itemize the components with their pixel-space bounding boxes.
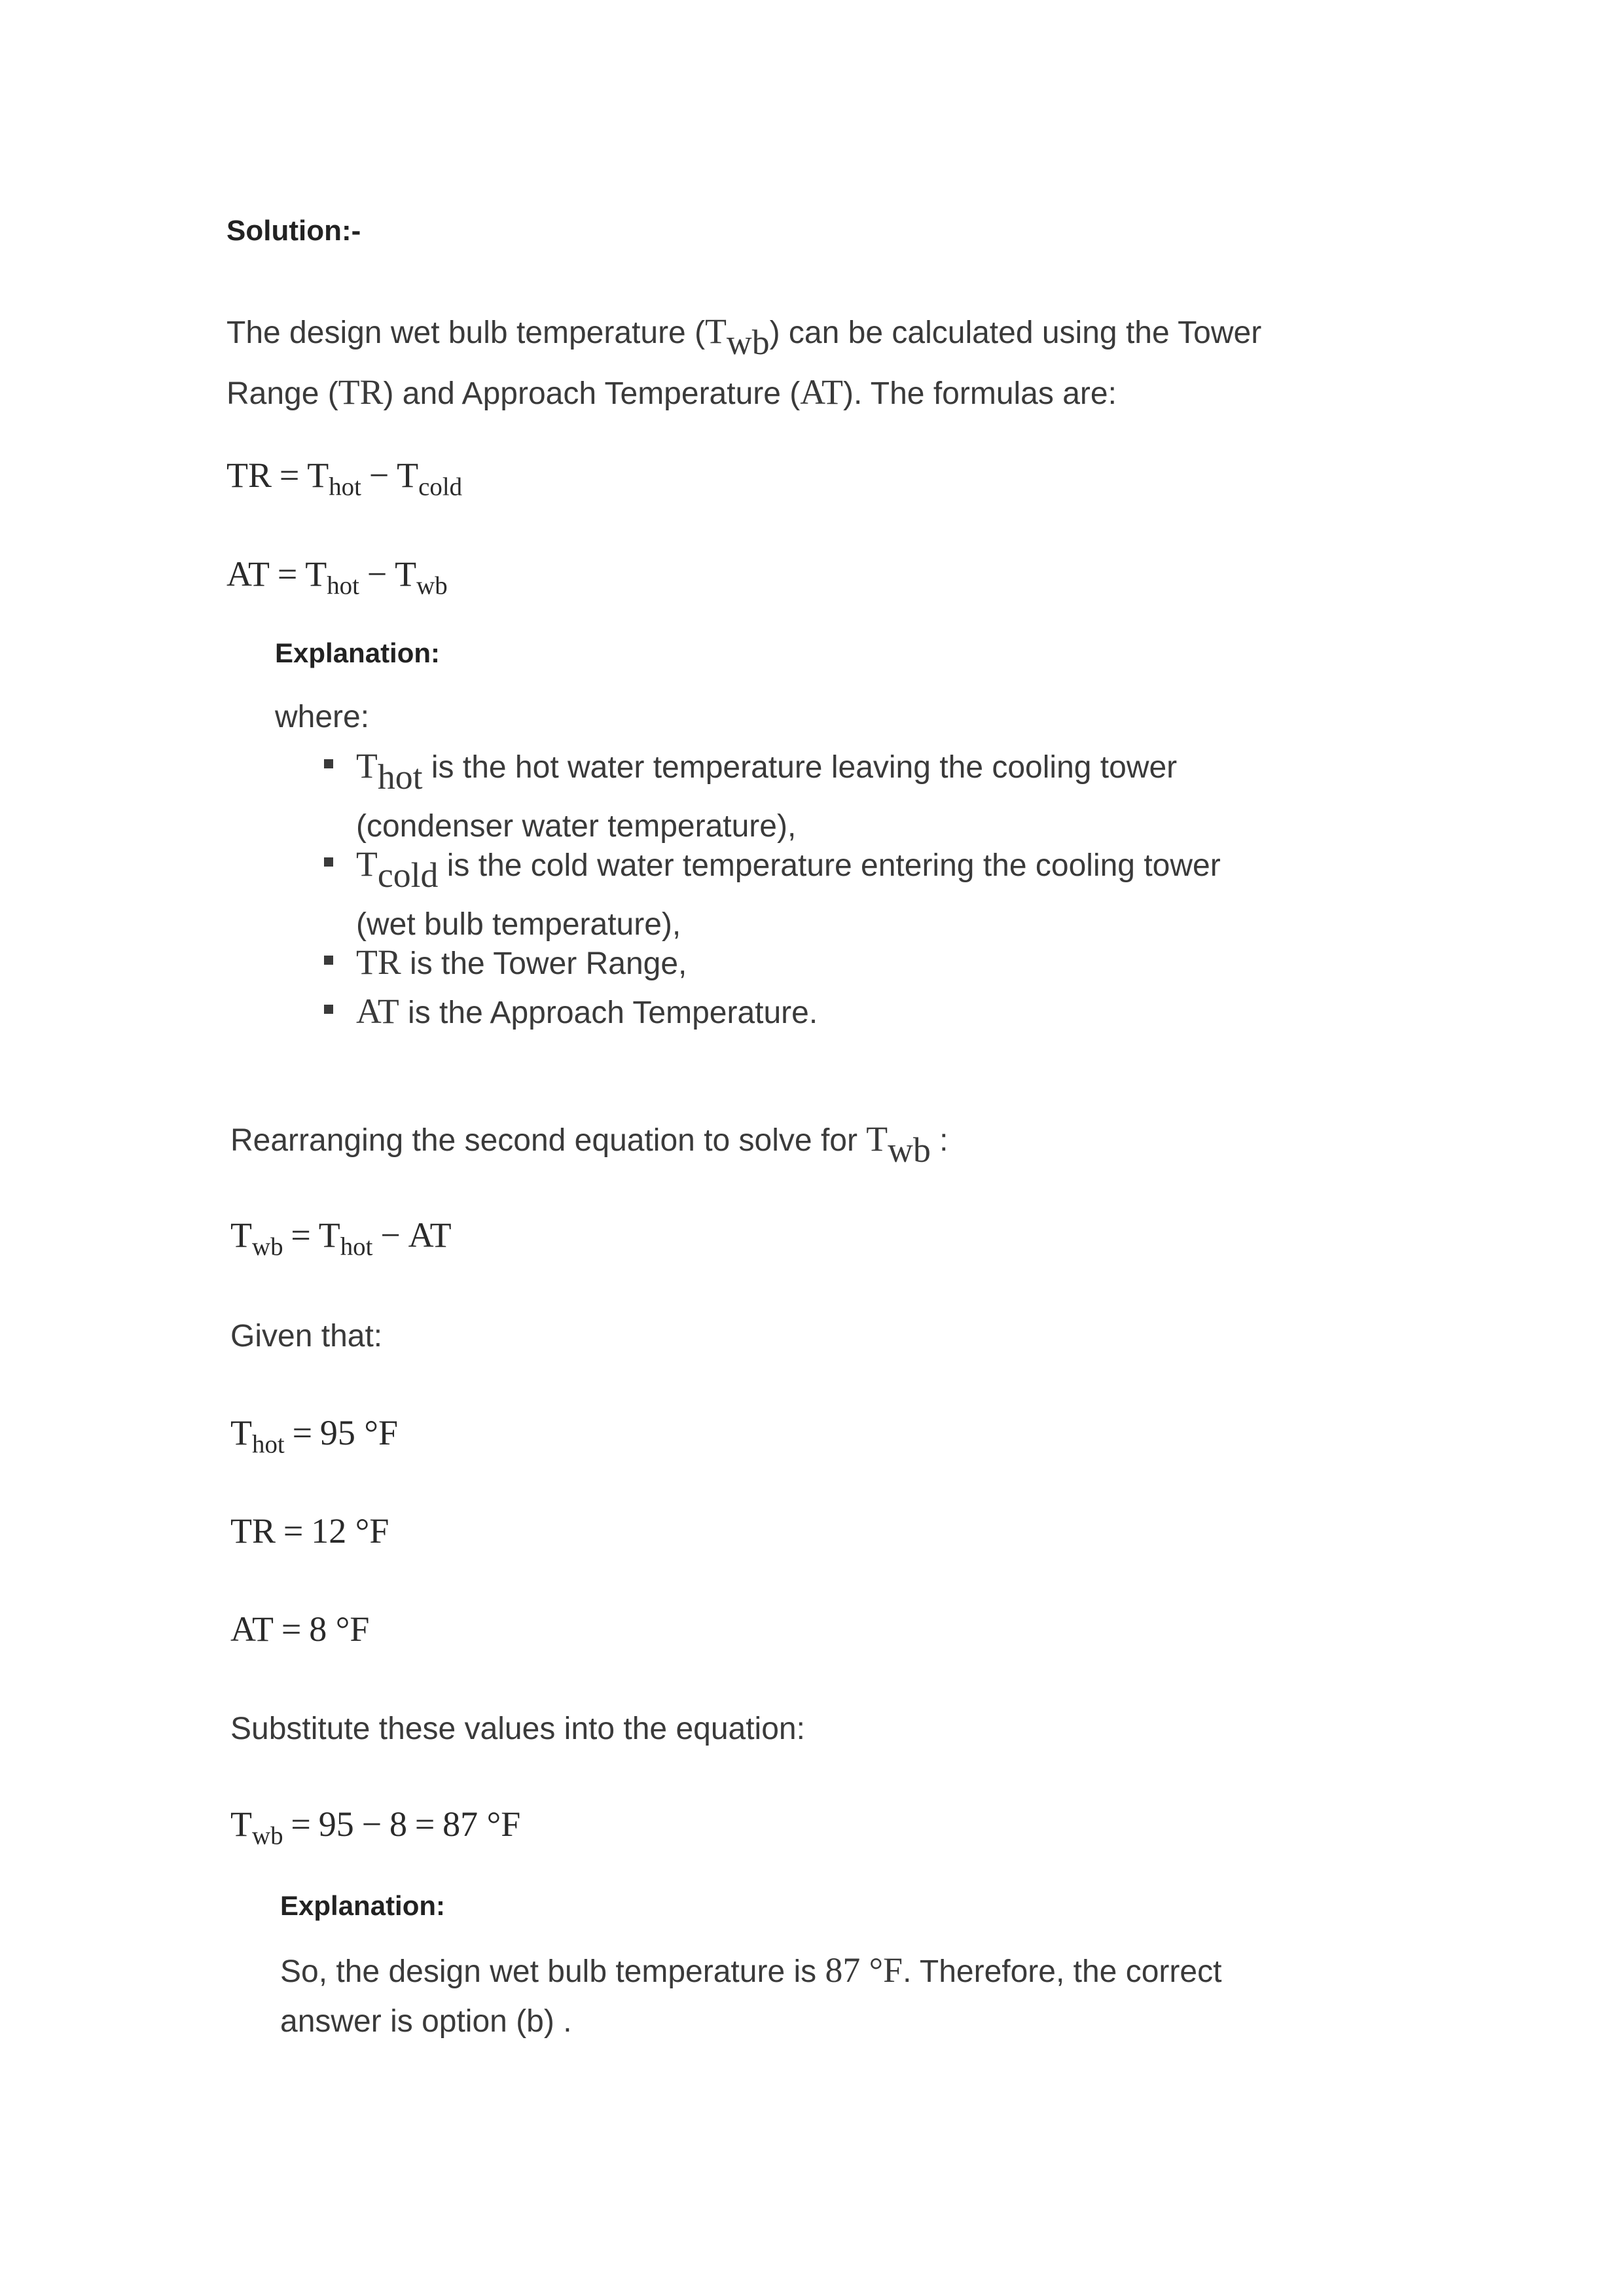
intro-line-2: Range (TR) and Approach Temperature (AT). The formulas are: bbox=[226, 372, 1117, 412]
given-at: AT = 8 °F bbox=[230, 1609, 370, 1649]
bullet-icon bbox=[324, 759, 333, 768]
definition-item-tr: TR is the Tower Range, bbox=[356, 942, 687, 982]
bullet-icon bbox=[324, 956, 333, 965]
definition-item-tcold: Tcold is the cold water temperature entering the cooling tower (wet bulb temperature), bbox=[356, 844, 1221, 942]
bullet-icon bbox=[324, 857, 333, 867]
substitute-text: Substitute these values into the equation: bbox=[230, 1712, 805, 1746]
intro-paragraph bbox=[226, 306, 1339, 419]
intro-line-1: The design wet bulb temperature (Twb) can be calculated using the Tower bbox=[226, 312, 1262, 363]
bullet-icon bbox=[324, 1005, 333, 1014]
rearrange-text: Rearranging the second equation to solve for Twb : bbox=[230, 1119, 948, 1170]
given-tr: TR = 12 °F bbox=[230, 1511, 389, 1551]
definition-item-thot: Thot is the hot water temperature leaving the cooling tower (condenser water temperature), bbox=[356, 746, 1178, 844]
explanation-heading-1: Explanation: bbox=[275, 637, 441, 668]
conclusion-paragraph: So, the design wet bulb temperature is 87 °F. Therefore, the correct answer is option (b) . bbox=[280, 1950, 1222, 2039]
explanation-heading-2: Explanation: bbox=[280, 1890, 446, 1921]
equation-twb: $T_{wb} = T_{hot}$ − AT bbox=[230, 1215, 452, 1261]
definition-item-at: AT is the Approach Temperature. bbox=[356, 992, 818, 1031]
solution-heading: Solution:- bbox=[226, 215, 361, 247]
given-thot: $T_{hot} = 95$ °F bbox=[230, 1413, 399, 1459]
equation-tower-range: TR = $T_{hot} - T_{cold}$ bbox=[226, 456, 463, 501]
equation-approach-temperature: AT = $T_{hot} - T_{wb}$ bbox=[226, 554, 448, 600]
equation-result: $T_{wb} = 95 - 8 = 87$ °F bbox=[230, 1804, 521, 1850]
where-label: where: bbox=[275, 700, 370, 734]
given-label: Given that: bbox=[230, 1319, 383, 1354]
